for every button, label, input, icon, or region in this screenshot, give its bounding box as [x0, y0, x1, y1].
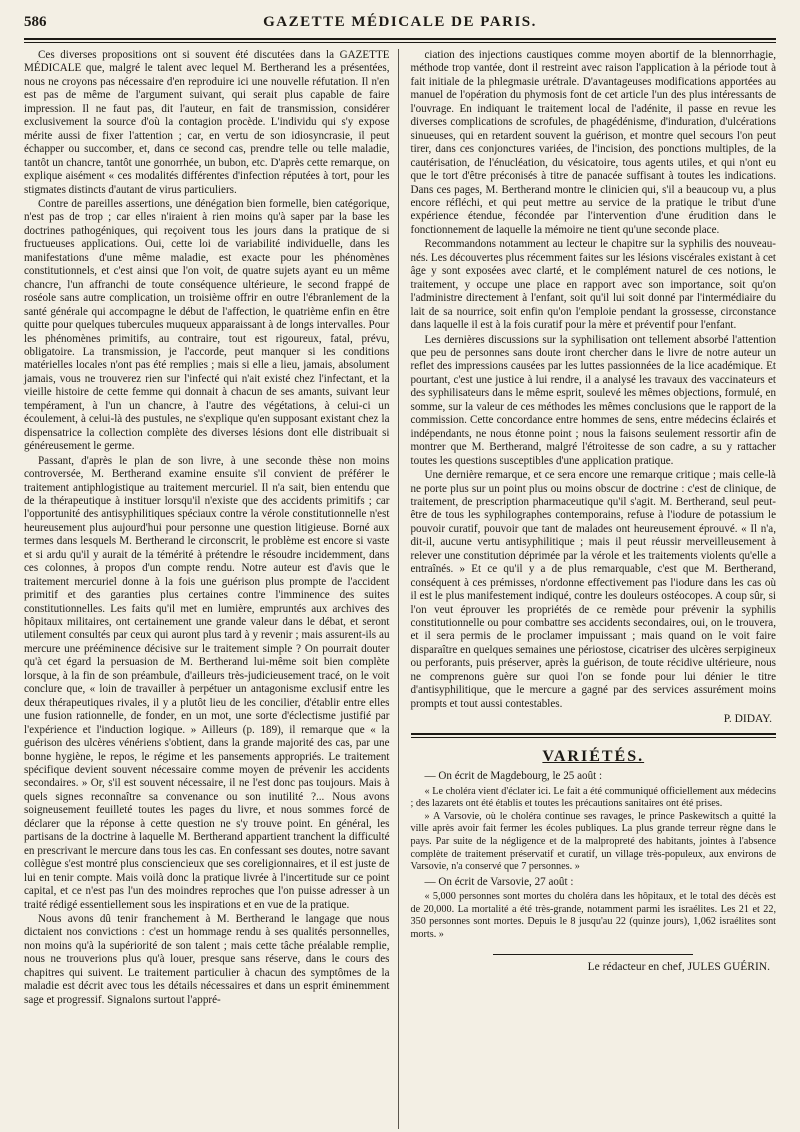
page-number: 586: [24, 14, 47, 30]
right-paragraph: ciation des injections caustiques comme moyen abortif de la blennorrhagie, méthode trop vantée, dont il restreint avec raison l'application à la période tout à fait initiale de la phlegmasie urétrale. D'avantageuses modifications apportées au manuel de l'opération du phymosis font de cet article l'un des plus intéressants de l'ouvrage. En indiquant le traitement local de l'adénite, il passe en revue les diverses complications de scrofules, de phagédénisme, d'induration, d'ulcérations sinueuses, qui en retardent souvent la guérison, et montre quel secours l'on peut tirer, dans ces conjonctures variées, de l'incision, des ponctions multiples, de la cautérisation, de l'énucléation, du vésicatoire, tous agents utiles, et qui n'ont eu que le tort d'être préconisés à titre de panacée suffisant à toutes les indications. Dans ces pages, M. Bertherand montre le clinicien qui, s'il a beaucoup vu, a plus encore réfléchi, et qui peut mettre au service de la pratique le tribut d'une expérience étendue, fécondée par l'intervention d'une érudition dans le fonctionnement de laquelle la mémoire ne tient qu'une seconde place.: [410, 49, 776, 236]
right-column: [409, 49, 777, 1129]
news-quote: « Le choléra vient d'éclater ici. Le fait a été communiqué officiellement aux médecins ; des lazarets ont été établis et toutes les précautions sanitaires ont été prises.: [410, 785, 776, 810]
news-quote: » A Varsovie, où le choléra continue ses ravages, le prince Paskewitsch a quitté la ville après avoir fait fermer les écoles publiques. La plus grande terreur règne dans le pays. Par suite de la négligence et de la malpropreté des habitants, jointes à l'absence complète de traitement préservatif et curatif, un village très-populeux, aux environs de Varsovie, n'a conservé que 7 personnes. »: [410, 810, 776, 873]
right-paragraph: Les dernières discussions sur la syphilisation ont tellement absorbé l'attention que peu de personnes sans doute iront chercher dans le livre de notre auteur un reflet des impressions causées par les luttes passionnées de la lice académique. Et pourtant, c'est une justice à lui rendre, il a analysé les travaux des vaccinateurs et des syphilisateurs dans le même esprit, soulevé les mêmes objections, formulé, en somme, sur la valeur de ces méthodes les mêmes conclusions que le rapport de la commission. Cette concordance entre hommes de sens, entre médecins éclairés et indépendants, ne nous étonne point ; nous la faisons seulement ressortir afin de montrer que M. Bertherand, malgré l'étroitesse de son cadre, a su y rattacher toutes les questions susceptibles d'une application pratique.: [410, 333, 776, 467]
editor-credit: Le rédacteur en chef, JULES GUÉRIN.: [587, 960, 770, 973]
left-paragraph: Ces diverses propositions ont si souvent été discutées dans la GAZETTE MÉDICALE que, malgré le talent avec lequel M. Bertherand les a présentées, nous ne croyons pas nécessaire d'en reproduire ici une nouvelle réfutation. Il n'en est pas de même de l'argument suivant, qui serait plus capable de faire impression. Il ne faut pas, dit l'auteur, en fait de transmission, considérer exclusivement la source d'où la contagion procède. L'individu qui s'y expose mérite aussi de fixer l'attention ; car, en vertu de son idiosyncrasie, il peut échapper ou succomber, et, dans ce second cas, prendre telle ou telle maladie, tantôt un chancre, tantôt une gonorrhée, un bubon, etc. D'après cette remarque, on explique aisément « ces modalités différentes d'infection réputées à tort, pour les stigmates distincts d'autant de virus particuliers.: [24, 49, 390, 196]
news-dateline: — On écrit de Magdebourg, le 25 août :: [424, 770, 603, 783]
news-dateline: — On écrit de Varsovie, 27 août :: [424, 875, 574, 888]
right-paragraph: Une dernière remarque, et ce sera encore une remarque critique ; mais celle-là ne porte plus sur un point plus ou moins obscur de doctrine : c'est de clinique, de traitement, de prescription pharmaceutique qu'il s'agit. M. Bertherand, seul peut-être de tous les syphilographes contemporains, refuse à l'iodure de potassium le pouvoir curatif, pouvoir que tant de malades ont heureusement éprouvé. « Il n'a, dit-il, aucune vertu antisyphilitique ; mais il peut réussir merveilleusement à relever une constitution déprimée par la vérole et les traitements violents qu'elle a entraînés. » Et ce qu'il y a de plus remarquable, c'est que M. Bertherand, conséquent à ces prémisses, n'ordonne effectivement pas l'iodure dans les cas où il est le plus manifestement indiqué, contre les douleurs ostéocopes. A coup sûr, si l'on veut éprouver les propriétés de ce remède pour prévenir la syphilis constitutionnelle ou pour combattre ses accidents secondaires, oui, on le trouvera, et il sera permis de le proclamer impuissant ; mais quand on le voit faire disparaître en quelques semaines une périostose, cicatriser des ulcères serpigineux ou perforants, puis préserver, après la guérison, de toute récidive ultérieure, nous ne comprenons guère sur quoi l'on se fonde pour lui dénier le titre d'antisyphilitique, que le mercure a gagné par des services assurément moins prompts et tout aussi contestables.: [410, 469, 776, 710]
section-divider: [411, 733, 777, 738]
closing-rule: [493, 954, 693, 955]
right-paragraph: Recommandons notamment au lecteur le chapitre sur la syphilis des nouveau-nés. Les découvertes plus récemment faites sur les lésions viscérales existant à cet âge y sont exposées avec clarté, et le complément naturel de ces notions, le traitement, y occupe une place en rapport avec son importance, soit qu'on l'administre directement à l'enfant, soit qu'il lui soit donné par l'intermédiaire du lait de sa nourrice, soit enfin qu'on l'emploie pendant la grossesse, circonstance dans laquelle il est à la fois curatif pour la mère et préventif pour l'enfant.: [410, 238, 776, 332]
page-header: [24, 14, 776, 36]
left-paragraph: Nous avons dû tenir franchement à M. Bertherand le langage que nous dictaient nos convictions : c'est un hommage rendu à ses qualités personnelles, non moins qu'à la supériorité de son talent ; mais cette tâche préalable remplie, nous ne trouverions plus qu'à louer, presque sans réserve, dans le cours des chapitres qui suivent. Le traitement particulier à chacun des symptômes de la maladie est décrit avec tous les détails nécessaires et dans un esprit éminemment sage et progressif. Signalons surtout l'appré-: [24, 913, 390, 1006]
left-column: [24, 49, 399, 1129]
journal-title: GAZETTE MÉDICALE DE PARIS.: [263, 14, 537, 30]
left-paragraph: Contre de pareilles assertions, une dénégation bien formelle, bien catégorique, n'est pas de trop ; car elles n'iraient à rien moins qu'à saper par la base les doctrines pathogéniques, qui reçoivent tous les jours dans la pratique de si fructueuses applications. Oui, cette loi de variabilité individuelle, dans les manifestations d'une même maladie, est exacte pour les phénomènes constitutionnels, et c'est ainsi que l'on voit, de quatre sujets ayant eu un même chancre, l'un affranchi de toute conséquence ultérieure, le second frappé de roséole sans autre complication, un troisième offrir en outre l'ébranlement de la santé générale qui accompagne le début de l'affection, le quatrième enfin en être quitte pour quelques tubercules muqueux apparaissant à de longs intervalles. Pour les phénomènes primitifs, au contraire, tout est rigoureux, fatal, prévu, obligatoire. La transmission, je l'accorde, peut manquer si les conditions matérielles locales n'ont pas été remplies ; mais si elle a lieu, jamais, absolument jamais, vous ne trouverez rien sur l'infecté qui n'ait existé chez l'infectant, et la vieille histoire de cette femme qui donnait à chacun de ses amants, suivant leur tempérament, à l'un un chancre, à l'autre des végétations, à celui-ci un écoulement, à celui-là des pustules, ne s'explique qu'en supposant existant chez la dispensatrice la collection complète des diverses lésions dont elle distribuait si généreusement le germe.: [24, 197, 390, 453]
varietes-heading: VARIÉTÉS.: [542, 748, 645, 766]
author-signature: P. DIDAY.: [723, 713, 772, 726]
text-columns: [24, 49, 776, 1129]
header-rule: [24, 38, 776, 43]
left-paragraph: Passant, d'après le plan de son livre, à une seconde thèse non moins controversée, M. Bertherand examine ensuite s'il convient de préférer le traitement antiphlogistique au traitement mercuriel. Il n'a sait, bien entendu que de la thérapeutique à instituer lorsqu'il n'existe que des accidents primitifs ; car l'opportunité des antisyphilitiques spéciaux contre la vérole constitutionnelle n'est heureusement plus aujourd'hui pour personne une question litigieuse. Borné aux termes dans lesquels M. Bertherand le circonscrit, le problème est encore si vaste et si ardu qu'il y aurait de la témérité à prétendre le résoudre incidemment, dans ces colonnes, à propos d'un compte rendu. Notre auteur est d'avis que le traitement mercuriel donne à la fois une guérison plus prompte de l'accident primitif et des garanties plus certaines contre l'imminence des suites constitutionnelles. Les faits qu'il met en lumière, empruntés aux archives des hôpitaux militaires, ont certainement une grande valeur dans le débat, et seront utilement consultés par ceux qui auront plus tard à y revenir ; mais assurent-ils au mercure une prééminence décisive sur le traitement simple ? On pourrait douter qu'à cet égard la persuasion de M. Bertherand lui-même soit bien complète lorsque, à la fin de son préambule, d'ailleurs très-judicieusement tracé, on le voit conclure que, « loin de travailler à perpétuer un antagonisme exclusif entre les deux thérapeutiques rivales, il y a plutôt lieu de les concilier, d'établir entre elles une fusion rationnelle, de fonder, en un mot, une sorte d'éclectisme justifié par l'expérience et l'induction logique. » Ailleurs (p. 189), il remarque que « la guérison des ulcères vénériens s'obtient, dans la grande majorité des cas, par une bonne hygiène, le repos, le régime et les pansements appropriés. Le traitement spécifique devient souvent nécessaire comme moyen de prévenir les accidents secondaires. » Or, s'il est souvent nécessaire, il ne l'est donc pas toujours. Mais à quels signes reconnaître sa convenance ou son inutilité ?... Nous avons soigneusement feuilleté toutes les pages du livre, et nous sommes forcé de déclarer que la réponse à cette question ne s'y trouve point. En général, les partisans de la doctrine à laquelle M. Bertherand appartient tranchent la difficulté en prescrivant le mercure dans tous les cas. En confessant ses doutes, notre savant collègue s'est montré plus consciencieux que ses coreligionnaires, et il est juste de lui en tenir compte. Mais voilà donc la pratique livrée à l'incertitude sur ce point capital, et ce n'est pas l'un des moindres reproches que l'on puisse adresser à un traité rédigé essentiellement sous les inspirations et en vue de la pratique.: [24, 454, 390, 911]
news-quote: « 5,000 personnes sont mortes du choléra dans les hôpitaux, et le total des décès est de 20,000. La mortalité a été très-grande, notamment parmi les israélites. Les 21 et 22, 350 personnes sont mortes. Depuis le 8 jusqu'au 22 (quinze jours), 1,062 israélites sont morts. »: [410, 891, 776, 941]
